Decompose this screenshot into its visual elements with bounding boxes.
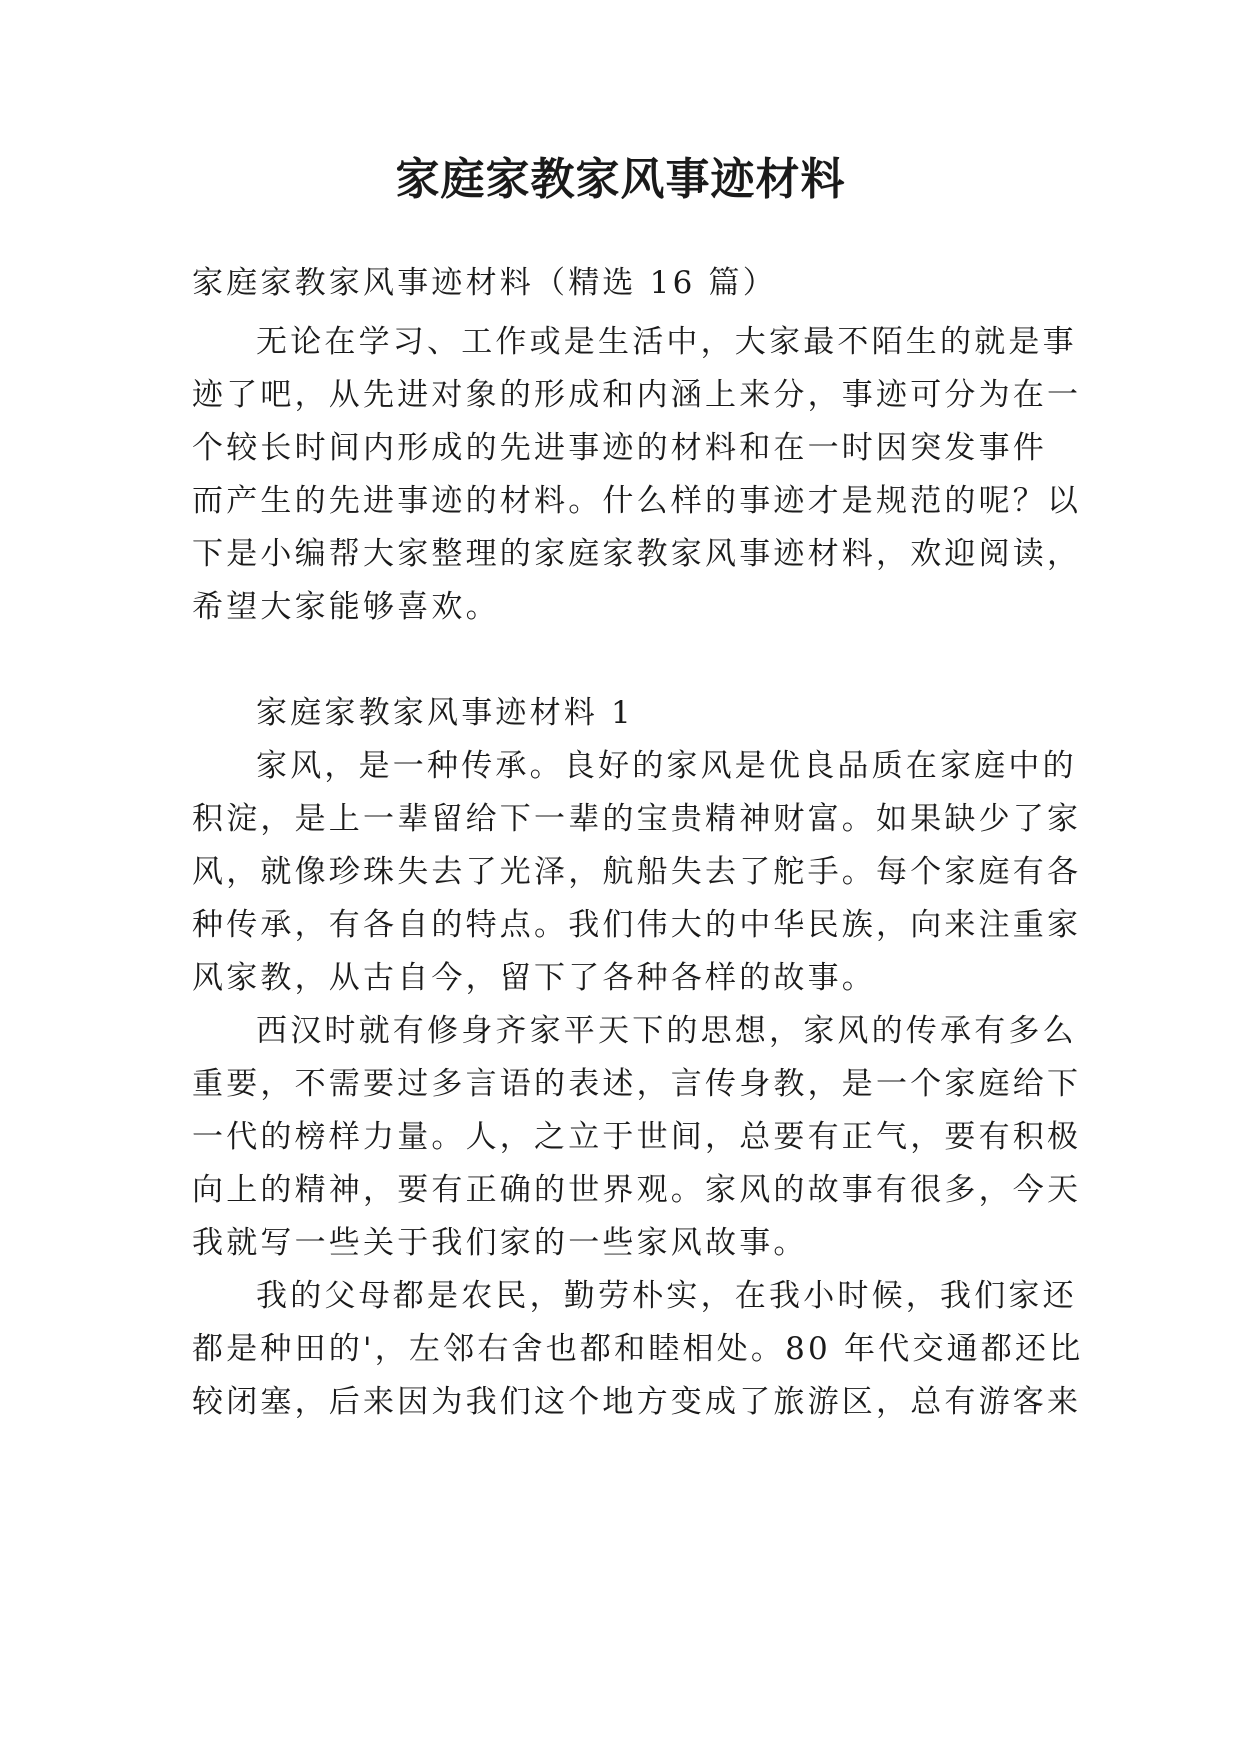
- paragraph-line: 西汉时就有修身齐家平天下的思想，家风的传承有多么: [256, 1013, 1077, 1049]
- paragraph-line: 都是种田的'，左邻右舍也都和睦相处。80 年代交通都还比: [192, 1331, 1084, 1367]
- paragraph-line: 积淀，是上一辈留给下一辈的宝贵精神财富。如果缺少了家: [192, 801, 1082, 837]
- intro-line: 迹了吧，从先进对象的形成和内涵上来分，事迹可分为在一: [192, 377, 1082, 413]
- document-title: 家庭家教家风事迹材料: [395, 154, 846, 205]
- paragraph-line: 种传承，有各自的特点。我们伟大的中华民族，向来注重家: [192, 907, 1082, 943]
- paragraph-line: 风家教，从古自今，留下了各种各样的故事。: [192, 960, 876, 996]
- paragraph-line: 风，就像珍珠失去了光泽，航船失去了舵手。每个家庭有各: [192, 854, 1082, 890]
- paragraph-line: 向上的精神，要有正确的世界观。家风的故事有很多，今天: [192, 1172, 1082, 1208]
- intro-line: 而产生的先进事迹的材料。什么样的事迹才是规范的呢？以: [192, 483, 1082, 519]
- section-heading: 家庭家教家风事迹材料 1: [256, 695, 634, 731]
- intro-line: 下是小编帮大家整理的家庭家教家风事迹材料，欢迎阅读，: [192, 536, 1082, 572]
- intro-line: 无论在学习、工作或是生活中，大家最不陌生的就是事: [256, 324, 1077, 360]
- paragraph-line: 我的父母都是农民，勤劳朴实，在我小时候，我们家还: [256, 1278, 1077, 1314]
- paragraph-line: 我就写一些关于我们家的一些家风故事。: [192, 1225, 808, 1261]
- intro-line: 个较长时间内形成的先进事迹的材料和在一时因突发事件: [192, 430, 1047, 466]
- paragraph-line: 家风，是一种传承。良好的家风是优良品质在家庭中的: [256, 748, 1077, 784]
- paragraph-line: 重要，不需要过多言语的表述，言传身教，是一个家庭给下: [192, 1066, 1082, 1102]
- paragraph-line: 一代的榜样力量。人，之立于世间，总要有正气，要有积极: [192, 1119, 1082, 1155]
- intro-line: 希望大家能够喜欢。: [192, 589, 500, 625]
- document-subtitle: 家庭家教家风事迹材料（精选 16 篇）: [192, 265, 777, 301]
- paragraph-line: 较闭塞，后来因为我们这个地方变成了旅游区，总有游客来: [192, 1384, 1082, 1420]
